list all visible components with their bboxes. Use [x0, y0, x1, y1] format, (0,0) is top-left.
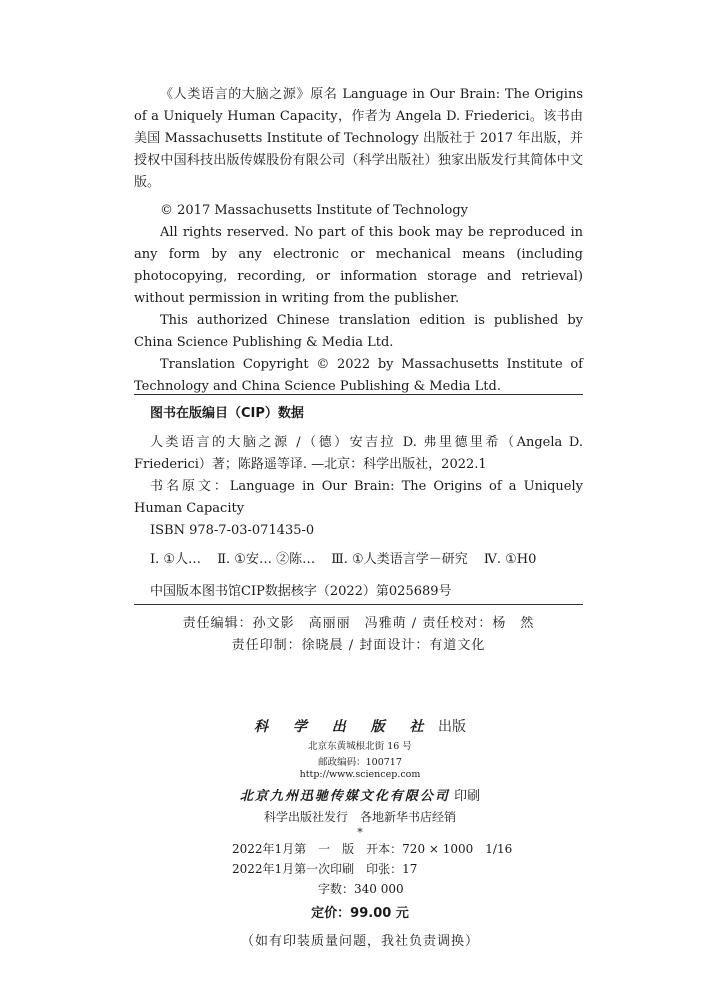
cip-record-number: 中国版本图书馆CIP数据核字（2022）第025689号 — [150, 584, 452, 599]
publisher-postcode: 邮政编码：100717 — [318, 757, 402, 768]
cip-class-item: Ⅰ. ①人… — [150, 552, 202, 567]
cip-classification — [150, 548, 548, 567]
printer-line — [0, 785, 720, 804]
rights-statement: All rights reserved. No part of this book may be reproduced in any form by any electronic or mechanical means (including photocopying, recording, or information storage and retrieval) without permission in writing from the publisher. — [134, 225, 583, 306]
printer-suffix: 印刷 — [454, 789, 481, 804]
printer-name: 北京九州迅驰传媒文化有限公司 — [239, 789, 450, 804]
editor-credits: 责任编辑：孙文影 高丽丽 冯雅萌 / 责任校对：杨 然 — [182, 616, 535, 631]
publisher-suffix: 出版 — [437, 719, 466, 735]
cip-entry: 人类语言的大脑之源 /（德）安吉拉 D. 弗里德里希（Angela D. Friederici）著；陈路遥等译. —北京：科学出版社，2022.1 — [134, 435, 583, 472]
authorized-edition-statement: This authorized Chinese translation edition is published by China Science Publishing & Media Ltd. — [134, 313, 583, 350]
printing-line: 2022年1月第一次印刷 印张：17 — [232, 862, 418, 876]
quality-notice: （如有印装质量问题，我社负责调换） — [240, 934, 479, 949]
production-credits: 责任印制：徐晓晨 / 封面设计：有道文化 — [231, 638, 486, 653]
cip-bottom-rule — [134, 604, 583, 605]
cip-class-item: Ⅲ. ①人类语言学－研究 — [331, 552, 468, 567]
separator-asterisk: * — [357, 826, 363, 839]
edition-line: 2022年1月第 一 版 开本：720 × 1000 1/16 — [232, 842, 513, 856]
copyright-notice: © 2017 Massachusetts Institute of Technology — [160, 203, 468, 218]
cip-record — [134, 432, 583, 542]
cip-class-item: Ⅱ. ①安… ②陈… — [217, 552, 316, 567]
cip-original-title: 书名原文：Language in Our Brain: The Origins of a Uniquely Human Capacity — [134, 479, 583, 516]
original-title-statement: 《人类语言的大脑之源》原名 Language in Our Brain: The Origins of a Uniquely Human Capacity，作者为 Angela D. Friederici。该书由美国 Massachusetts Institute of Technology 出版社于 2017 年出版，并授权中国科技出版传媒股份有限公司（科学出版社）独家出版发行其简体中文版。 — [134, 87, 583, 190]
cip-heading: 图书在版编目（CIP）数据 — [150, 406, 304, 421]
publisher-name: 科 学 出 版 社 — [254, 719, 434, 735]
distribution-line: 科学出版社发行 各地新华书店经销 — [263, 810, 456, 824]
cip-class-item: Ⅳ. ①H0 — [483, 552, 537, 567]
translation-copyright: Translation Copyright © 2022 by Massachusetts Institute of Technology and China Science Publishing & Media Ltd. — [134, 357, 583, 394]
price: 定价：99.00 元 — [311, 906, 409, 921]
cip-top-rule — [134, 394, 583, 395]
cip-isbn: ISBN 978-7-03-071435-0 — [150, 523, 315, 538]
copyright-block — [134, 84, 583, 398]
publisher-line — [0, 716, 720, 736]
word-count: 字数：340 000 — [318, 882, 404, 896]
publisher-website: http://www.sciencep.com — [299, 769, 421, 780]
publisher-address: 北京东黄城根北街 16 号 — [308, 741, 412, 752]
